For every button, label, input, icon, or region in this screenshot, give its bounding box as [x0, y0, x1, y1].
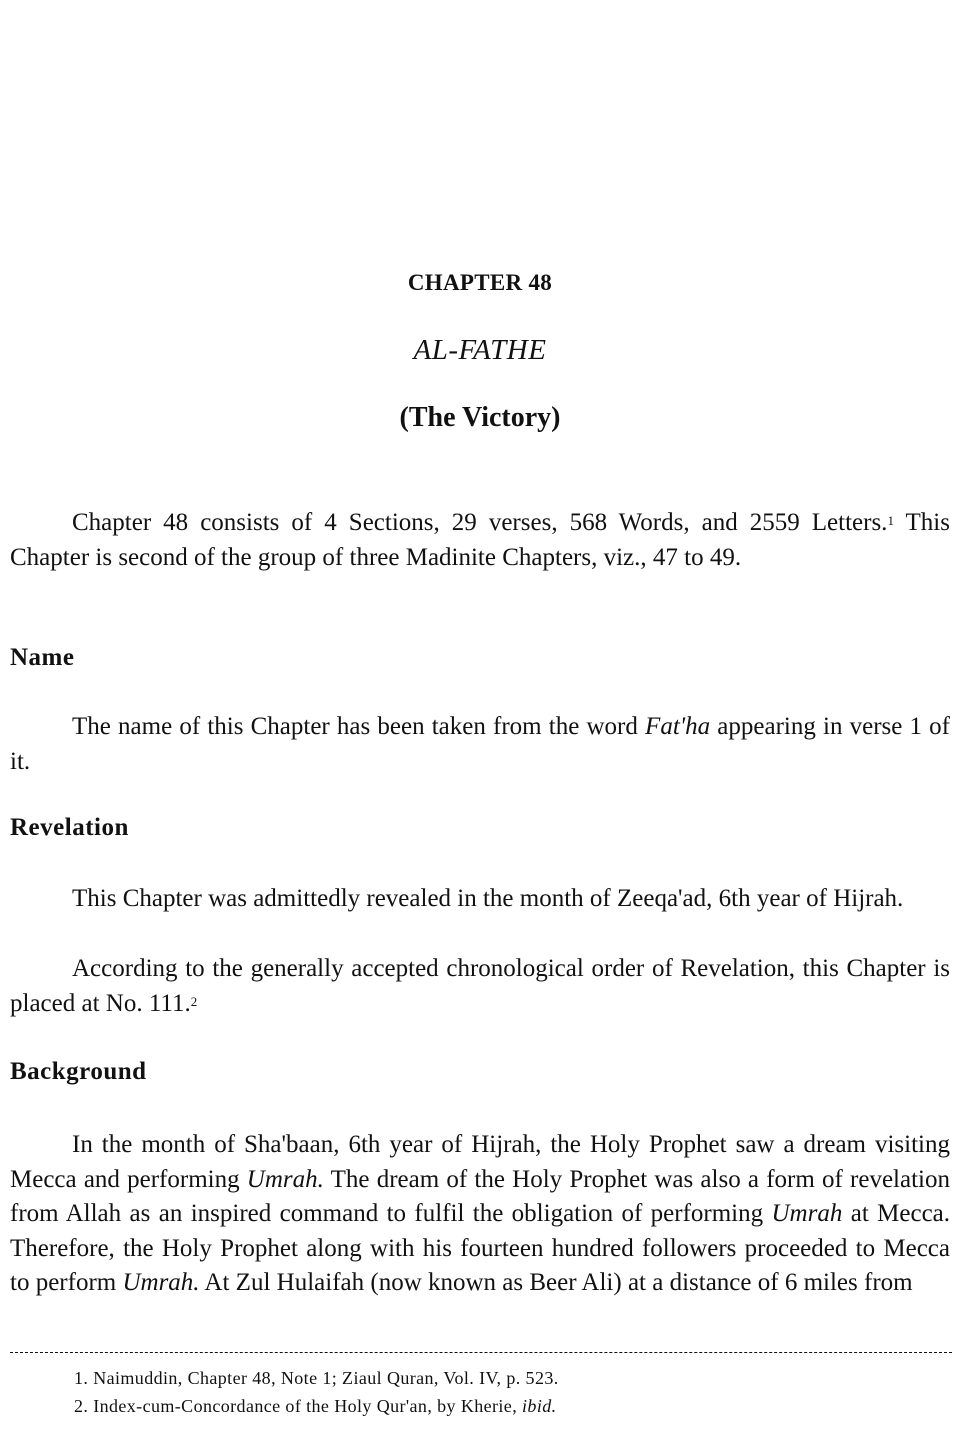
- footnote-ref-1: 1: [887, 513, 894, 528]
- intro-paragraph: [10, 506, 950, 575]
- chapter-number: CHAPTER 48: [407, 270, 553, 295]
- footnote-1: 1. Naimuddin, Chapter 48, Note 1; Ziaul Quran, Vol. IV, p. 523.: [74, 1368, 559, 1388]
- background-paragraph: [10, 1128, 950, 1301]
- footnote-2-italic: ibid.: [522, 1396, 557, 1416]
- footnote-divider: [10, 1352, 952, 1353]
- name-heading: Name: [10, 644, 75, 671]
- chapter-subtitle: (The Victory): [399, 402, 561, 433]
- chapter-title: AL-FATHE: [413, 334, 547, 366]
- intro-text: Chapter 48 consists of 4 Sections, 29 verses, 568 Words, and 2559 Letters.: [72, 509, 888, 536]
- background-italic-1: Umrah.: [246, 1165, 324, 1193]
- revelation-paragraph-2: [10, 952, 950, 1021]
- revelation-text-2: According to the generally accepted chronological order of Revelation, this Chapter is placed at No. 111.: [10, 955, 950, 1017]
- background-text-4: At Zul Hulaifah (now known as Beer Ali) at a distance of 6 miles from: [199, 1269, 913, 1296]
- footnote-2: [74, 1396, 557, 1417]
- footnote-ref-2: 2: [190, 993, 198, 1009]
- background-italic-3: Umrah.: [122, 1269, 200, 1296]
- revelation-heading: Revelation: [10, 814, 129, 841]
- background-text-2: The dream of the Holy Prophet was also a form of revelation from Allah as an inspired command to fulfil the obligation of performing: [10, 1165, 950, 1227]
- name-paragraph: [10, 710, 950, 779]
- background-text-3: at Mecca. Therefore, the Holy Prophet along with his fourteen hundred followers proceeded to Mecca to perform: [10, 1200, 951, 1296]
- background-heading: Background: [10, 1058, 147, 1085]
- revelation-paragraph-1: This Chapter was admittedly revealed in the month of Zeeqa'ad, 6th year of Hijrah.: [72, 885, 904, 912]
- name-text: The name of this Chapter has been taken from the word: [72, 713, 646, 740]
- name-italic-word: Fat'ha: [645, 713, 711, 740]
- footnote-2-text: 2. Index-cum-Concordance of the Holy Qur'an, by Kherie,: [74, 1396, 523, 1416]
- name-text-end: appearing in verse 1 of it.: [10, 713, 951, 775]
- intro-text-2: This Chapter is second of the group of three Madinite Chapters, viz., 47 to 49.: [10, 509, 950, 571]
- background-italic-2: Umrah: [771, 1200, 843, 1227]
- background-text-1: In the month of Sha'baan, 6th year of Hijrah, the Holy Prophet saw a dream visiting Mecca and performing: [10, 1131, 950, 1193]
